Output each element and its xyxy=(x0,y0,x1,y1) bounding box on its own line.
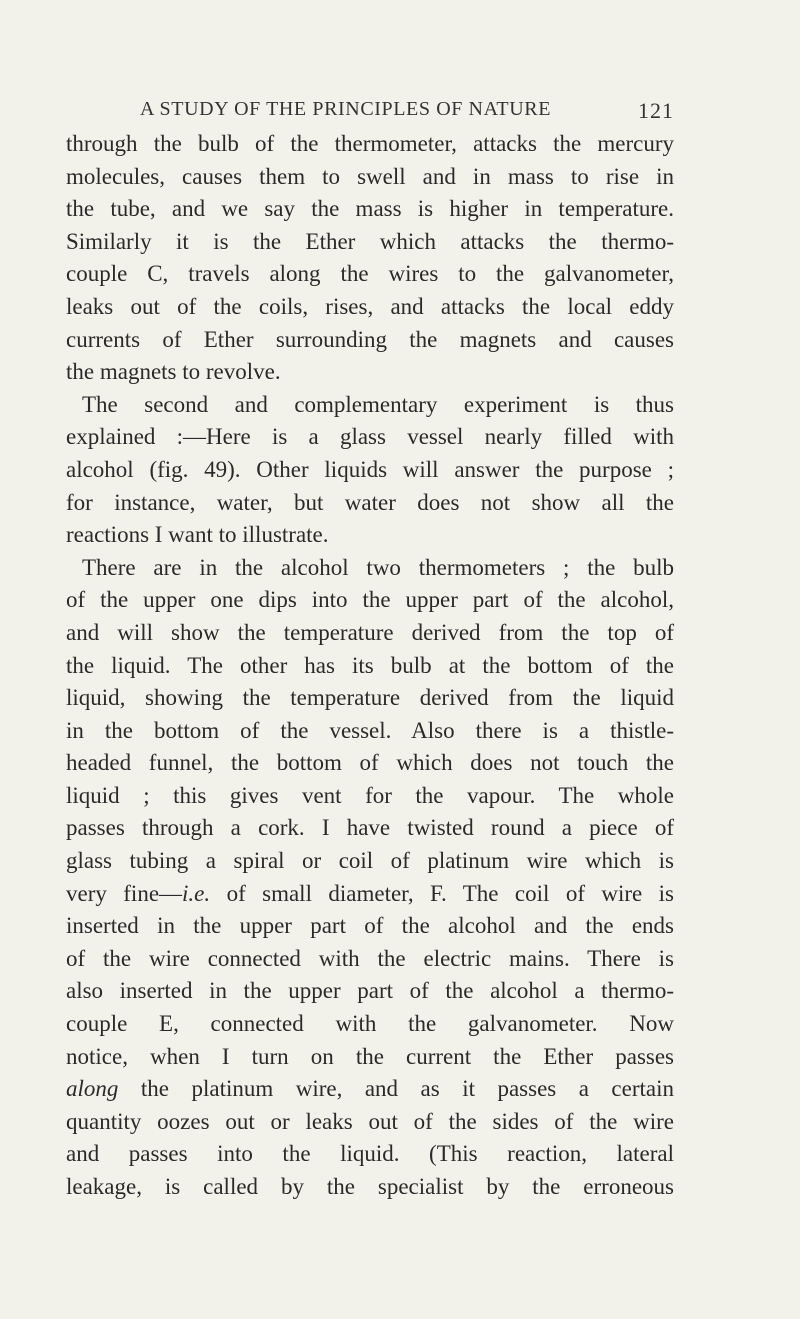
text-line: liquid ; this gives vent for the vapour. The whole xyxy=(66,782,674,808)
text-line: in the bottom of the vessel. Also there is a thistle- xyxy=(66,717,674,743)
text-line: leakage, is called by the specialist by the erroneous xyxy=(66,1174,674,1199)
italic-abbreviation: i.e. xyxy=(182,880,211,906)
text-line: of the wire connected with the electric mains. There is xyxy=(66,945,674,971)
text-line: couple C, travels along the wires to the galvanometer, xyxy=(66,261,674,287)
text-line: quantity oozes out or leaks out of the sides of the wire xyxy=(66,1108,674,1134)
text-line: couple E, connected with the galvanometer. Now xyxy=(66,1011,674,1037)
text-line: There are in the alcohol two thermometers ; the bulb xyxy=(82,554,674,580)
text-line xyxy=(66,1073,674,1106)
text-line: alcohol (fig. 49). Other liquids will answer the purpose ; xyxy=(66,456,674,482)
text-line: reactions I want to illustrate. xyxy=(66,522,329,548)
text-line xyxy=(66,878,674,911)
page-number: 121 xyxy=(638,98,674,123)
text-line: glass tubing a spiral or coil of platinum wire which is xyxy=(66,848,674,874)
text-line: headed funnel, the bottom of which does not touch the xyxy=(66,750,674,776)
text-line: of the upper one dips into the upper part of the alcohol, xyxy=(66,587,674,613)
text-line: currents of Ether surrounding the magnets and causes xyxy=(66,326,674,352)
text-line: the magnets to revolve. xyxy=(66,359,281,385)
text-line: The second and complementary experiment is thus xyxy=(82,391,674,417)
text-segment: very fine— xyxy=(66,880,183,906)
text-line: for instance, water, but water does not show all the xyxy=(66,489,674,515)
text-line: leaks out of the coils, rises, and attacks the local eddy xyxy=(66,293,674,319)
text-segment: of small diameter, F. The coil of wire is xyxy=(210,880,674,906)
running-title: A STUDY OF THE PRINCIPLES OF NATURE xyxy=(140,98,552,120)
text-line: liquid, showing the temperature derived from the liquid xyxy=(66,685,674,711)
text-line: also inserted in the upper part of the alcohol a thermo- xyxy=(66,978,674,1004)
body-text xyxy=(66,128,674,1204)
text-line: the liquid. The other has its bulb at the bottom of the xyxy=(66,652,674,678)
text-line: Similarly it is the Ether which attacks the thermo- xyxy=(66,228,674,254)
italic-emphasis: along xyxy=(66,1076,119,1102)
text-line: passes through a cork. I have twisted round a piece of xyxy=(66,815,674,841)
text-line: inserted in the upper part of the alcohol and the ends xyxy=(66,913,674,939)
text-line: notice, when I turn on the current the Ether passes xyxy=(66,1043,674,1069)
text-line: and passes into the liquid. (This reaction, lateral xyxy=(66,1141,674,1167)
text-line: the tube, and we say the mass is higher in temperature. xyxy=(66,196,674,222)
text-line: molecules, causes them to swell and in mass to rise in xyxy=(66,163,674,189)
text-line: explained :—Here is a glass vessel nearly filled with xyxy=(66,424,674,450)
running-head xyxy=(140,98,674,128)
text-line: and will show the temperature derived from the top of xyxy=(66,619,674,645)
text-segment: the platinum wire, and as it passes a certain xyxy=(118,1076,674,1102)
text-line: through the bulb of the thermometer, attacks the mercury xyxy=(66,131,674,156)
